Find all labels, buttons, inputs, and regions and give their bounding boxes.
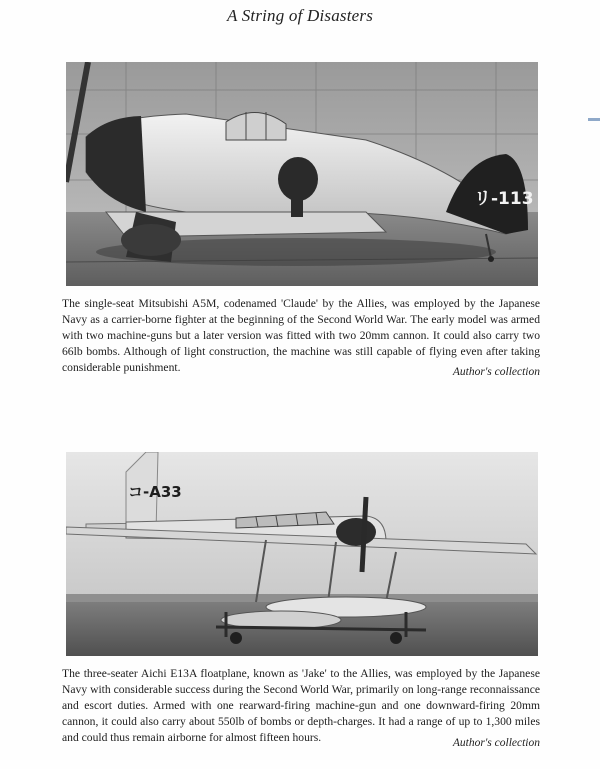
running-head: A String of Disasters — [226, 6, 374, 25]
photo-a5m-claude — [66, 62, 538, 286]
photo-e13a-jake — [66, 452, 538, 656]
caption-a5m: The single-seat Mitsubishi A5M, codenamed 'Claude' by the Allies, was employed by the Japanese Navy as a carrier-borne fighter at the beginning of the Second World War. The early model was armed with two machine-guns but a later version was fitted with two 20mm cannon. It could also carry two 66lb bombs. Although of light construction, the machine was still capable of flying even after taking considerable punishment. — [62, 297, 540, 374]
tail-marking-2: コ-A33 — [128, 483, 182, 501]
tail-marking-1: リ-113 — [474, 189, 534, 209]
photo-credit-2: Author's collection — [452, 737, 540, 749]
photo-credit-1: Author's collection — [452, 366, 540, 378]
scroll-position-marker[interactable] — [588, 118, 600, 121]
caption-e13a: The three-seater Aichi E13A floatplane, known as 'Jake' to the Allies, was employed by the Japanese Navy with considerable success during the Second World War, primarily on long-range reconnaissance and escort duties. Armed with one rearward-firing machine-gun and one downward-firing 20mm cannon, it could also carry about 550lb of bombs or depth-charges. It had a range of up to 1,300 miles and could thus remain airborne for almost fifteen hours. — [62, 667, 540, 744]
